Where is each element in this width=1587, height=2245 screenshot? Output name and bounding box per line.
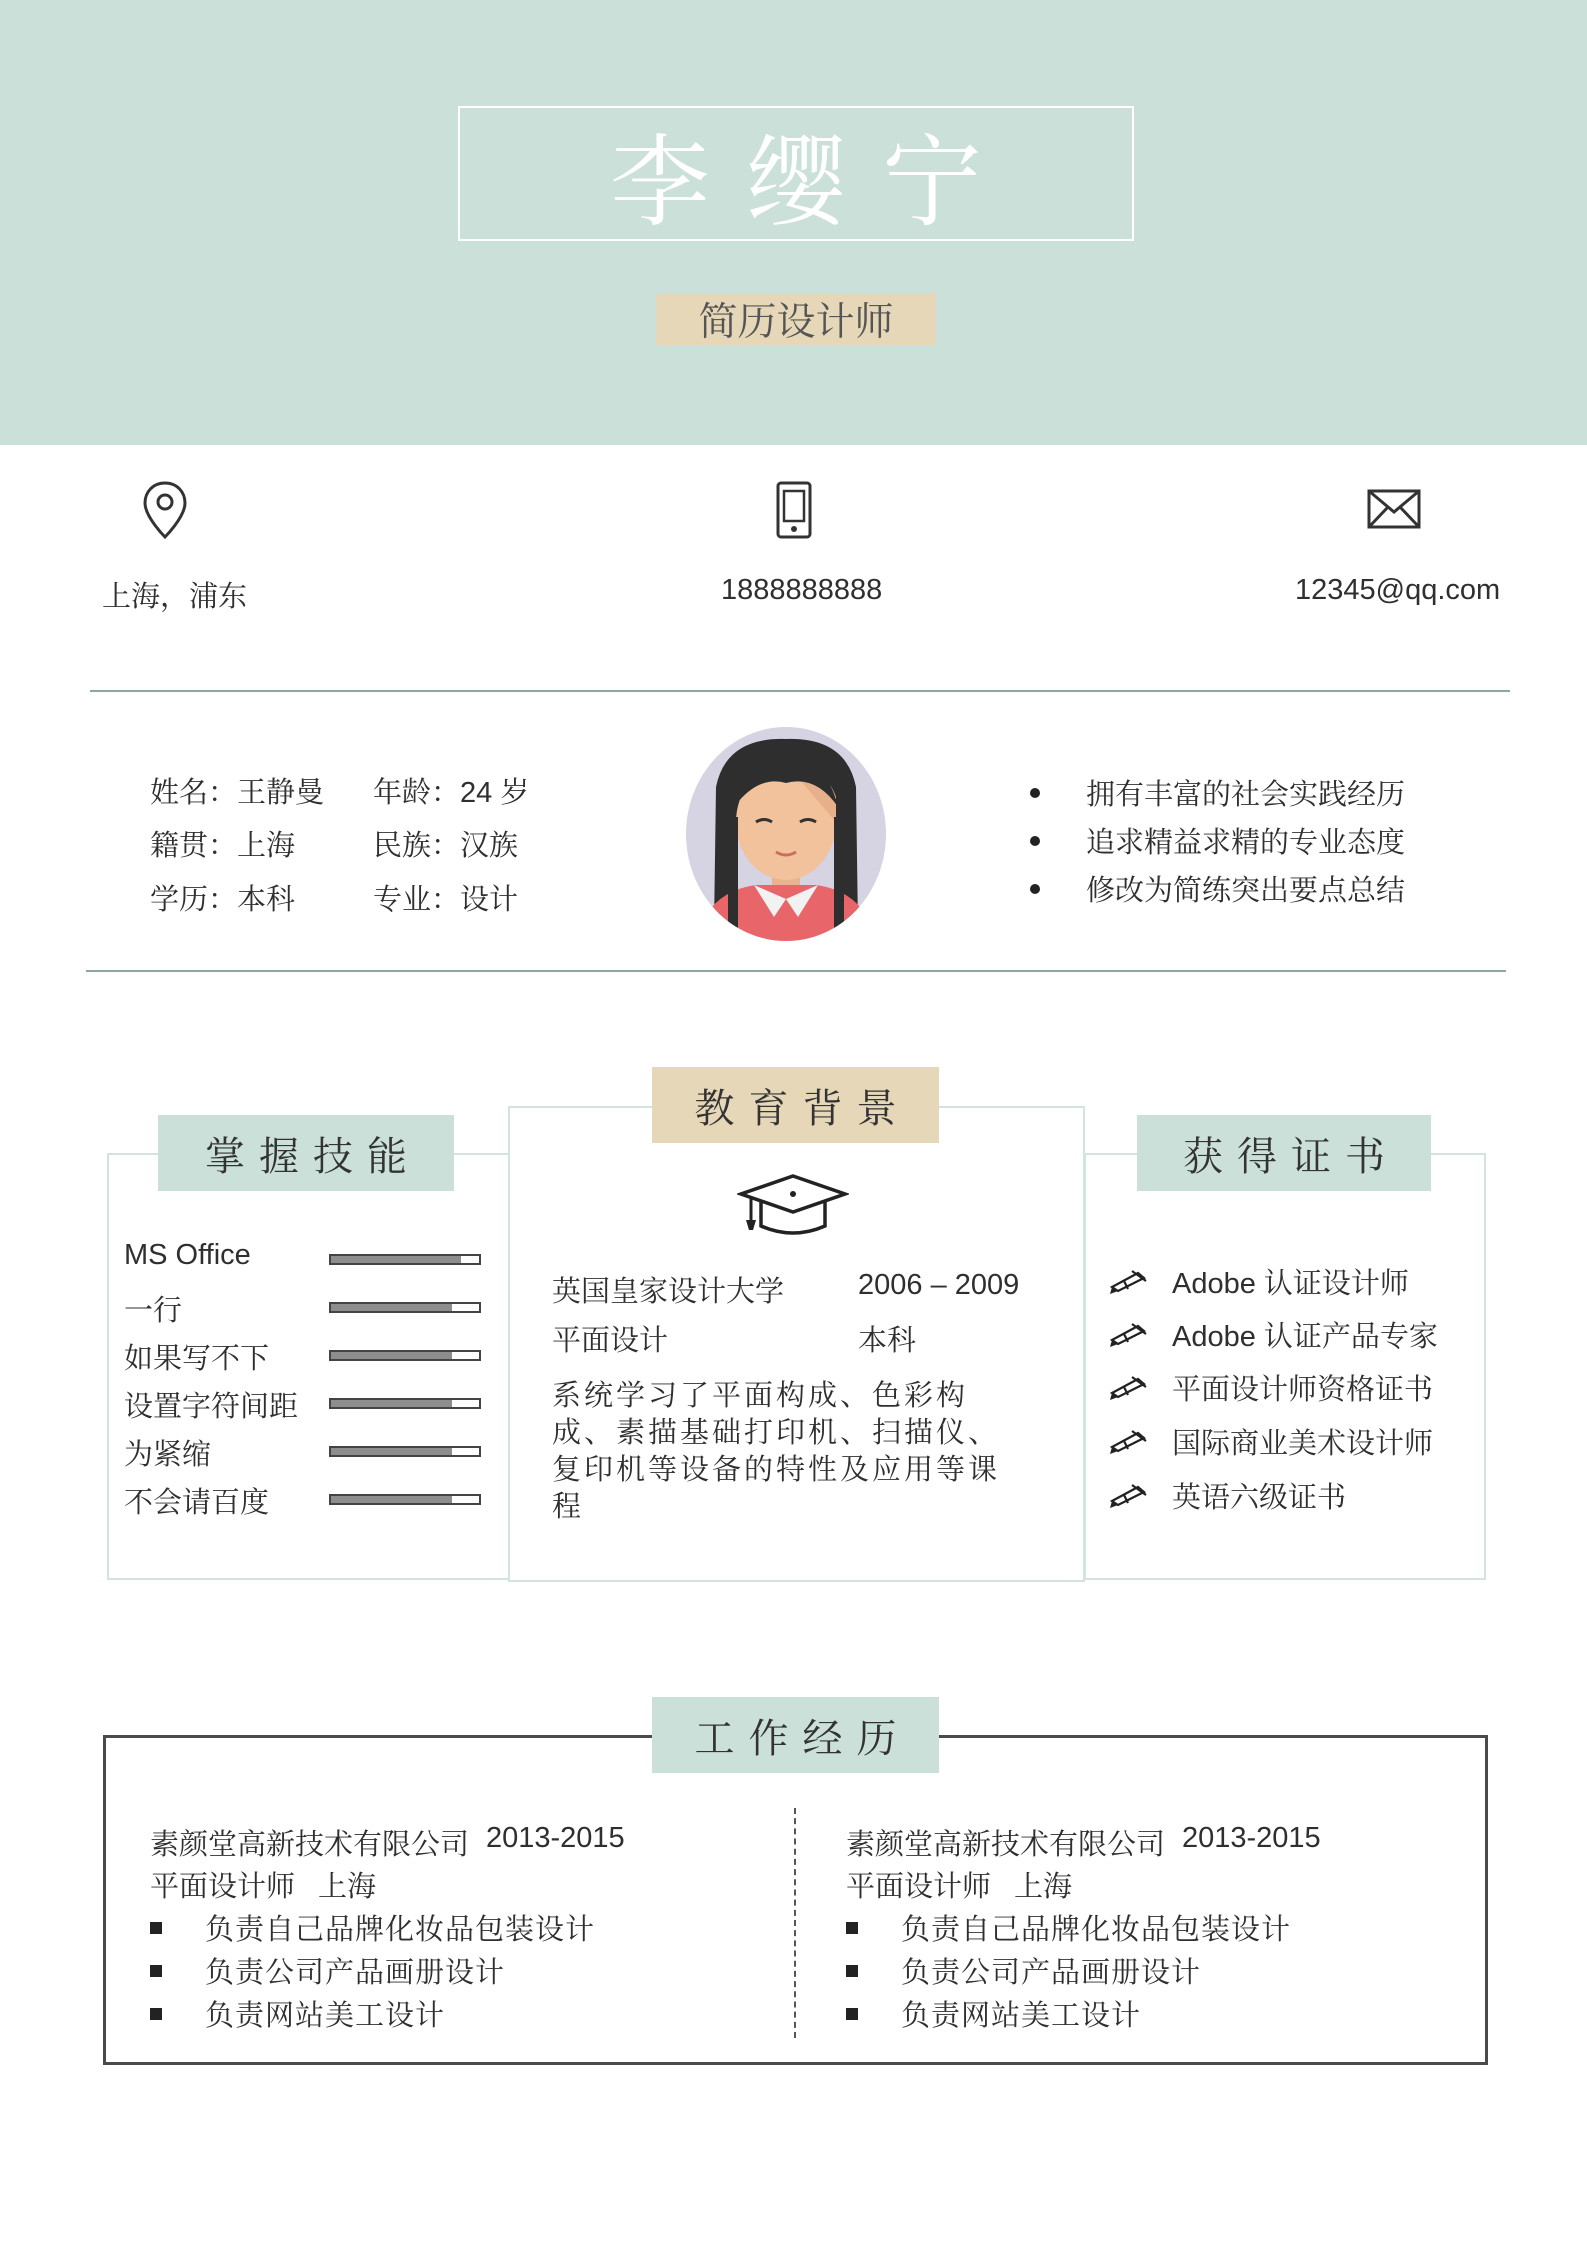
bullet-dot: [1030, 836, 1040, 846]
certificate-item: [1110, 1367, 1433, 1408]
work-duty-text: 负责公司产品画册设计: [205, 1957, 506, 1989]
contact-email: 12345@qq.com: [1295, 574, 1501, 606]
certificate-name: Adobe 认证设计师: [1172, 1268, 1409, 1300]
highlight-item: [1030, 868, 1405, 909]
skill-label: MS Office: [124, 1239, 251, 1271]
skill-bar: [329, 1446, 481, 1457]
bullet-square: [150, 1965, 162, 1977]
envelope-icon: [1366, 485, 1422, 535]
certificates-heading: 获得证书: [1137, 1115, 1431, 1191]
work-city: 上海: [1014, 1871, 1073, 1903]
highlight-item: [1030, 820, 1405, 861]
skill-bar-fill: [331, 1400, 452, 1407]
bullet-dot: [1030, 788, 1040, 798]
certificate-item: [1110, 1314, 1438, 1355]
location-pin-icon: [140, 480, 190, 540]
job-title-tag: 简历设计师: [656, 293, 936, 345]
skill-label: 一行: [124, 1295, 183, 1327]
info-major: 专业：设计: [373, 884, 519, 916]
work-duty-text: 负责公司产品画册设计: [901, 1957, 1202, 1989]
work-duty: [150, 1907, 595, 1948]
work-role: 平面设计师: [150, 1871, 296, 1903]
work-period: 2013-2015: [1182, 1822, 1321, 1854]
certificate-item: [1110, 1421, 1433, 1462]
skills-heading: 掌握技能: [158, 1115, 454, 1191]
work-company: 素颜堂高新技术有限公司: [846, 1829, 1166, 1861]
edu-degree: 本科: [858, 1325, 917, 1357]
info-ethnicity: 民族：汉族: [373, 830, 519, 862]
skill-bar: [329, 1398, 481, 1409]
edu-years: 2006 – 2009: [858, 1269, 1020, 1301]
resume-name: 李缨宁: [610, 123, 1018, 241]
bullet-square: [846, 1922, 858, 1934]
work-company: 素颜堂高新技术有限公司: [150, 1829, 470, 1861]
work-heading: 工作经历: [652, 1697, 939, 1773]
info-name: 姓名：王静曼: [150, 777, 325, 809]
edu-school: 英国皇家设计大学: [552, 1276, 785, 1308]
skill-bar-fill: [331, 1496, 452, 1503]
skill-bar: [329, 1494, 481, 1505]
contact-phone: 1888888888: [721, 574, 883, 606]
divider-bottom: [86, 970, 1506, 972]
work-role: 平面设计师: [846, 1871, 992, 1903]
pen-icon: [1110, 1483, 1148, 1509]
bullet-square: [150, 2008, 162, 2020]
highlight-text: 拥有丰富的社会实践经历: [1086, 779, 1406, 811]
info-hometown: 籍贯：上海: [150, 830, 296, 862]
skill-bar: [329, 1254, 481, 1265]
skill-label: 不会请百度: [124, 1487, 270, 1519]
certificate-name: 平面设计师资格证书: [1172, 1374, 1434, 1406]
skill-bar: [329, 1302, 481, 1313]
skill-bar-fill: [331, 1256, 461, 1263]
certificate-item: [1110, 1475, 1346, 1516]
certificate-item: [1110, 1261, 1409, 1302]
bullet-square: [846, 2008, 858, 2020]
graduation-cap-icon: [737, 1172, 849, 1238]
work-duty-text: 负责自己品牌化妆品包装设计: [901, 1914, 1292, 1946]
pen-icon: [1110, 1269, 1148, 1295]
skill-bar: [329, 1350, 481, 1361]
info-education: 学历：本科: [150, 884, 296, 916]
bullet-square: [846, 1965, 858, 1977]
highlight-text: 修改为简练突出要点总结: [1086, 875, 1406, 907]
bullet-dot: [1030, 884, 1040, 894]
name-frame: [458, 106, 1134, 241]
divider-top: [90, 690, 1510, 692]
work-duty-text: 负责自己品牌化妆品包装设计: [205, 1914, 596, 1946]
contact-location: 上海，浦东: [102, 581, 248, 613]
education-heading: 教育背景: [652, 1067, 939, 1143]
edu-description: 系统学习了平面构成、色彩构成、素描基础打印机、扫描仪、复印机等设备的特性及应用等课程: [552, 1380, 1001, 1523]
work-duty-text: 负责网站美工设计: [901, 2000, 1142, 2032]
skill-bar-fill: [331, 1448, 452, 1455]
certificate-name: Adobe 认证产品专家: [1172, 1321, 1438, 1353]
edu-major: 平面设计: [552, 1325, 669, 1357]
skill-bar-fill: [331, 1352, 452, 1359]
info-age: 年龄：24 岁: [373, 777, 530, 809]
skill-label: 设置字符间距: [124, 1391, 299, 1423]
work-duty: [846, 1993, 1141, 2034]
pen-icon: [1110, 1429, 1148, 1455]
work-city: 上海: [318, 1871, 377, 1903]
highlight-text: 追求精益求精的专业态度: [1086, 827, 1406, 859]
mobile-phone-icon: [769, 480, 819, 540]
work-duty: [150, 1993, 445, 2034]
work-duty: [846, 1907, 1291, 1948]
avatar: [686, 727, 886, 942]
pen-icon: [1110, 1322, 1148, 1348]
certificate-name: 英语六级证书: [1172, 1482, 1347, 1514]
work-column-divider: [794, 1808, 796, 2038]
certificate-name: 国际商业美术设计师: [1172, 1428, 1434, 1460]
bullet-square: [150, 1922, 162, 1934]
work-duty: [846, 1950, 1201, 1991]
skill-label: 如果写不下: [124, 1343, 270, 1375]
skill-bar-fill: [331, 1304, 452, 1311]
skill-label: 为紧缩: [124, 1439, 212, 1471]
highlight-item: [1030, 772, 1405, 813]
work-duty: [150, 1950, 505, 1991]
work-period: 2013-2015: [486, 1822, 625, 1854]
pen-icon: [1110, 1375, 1148, 1401]
work-duty-text: 负责网站美工设计: [205, 2000, 446, 2032]
